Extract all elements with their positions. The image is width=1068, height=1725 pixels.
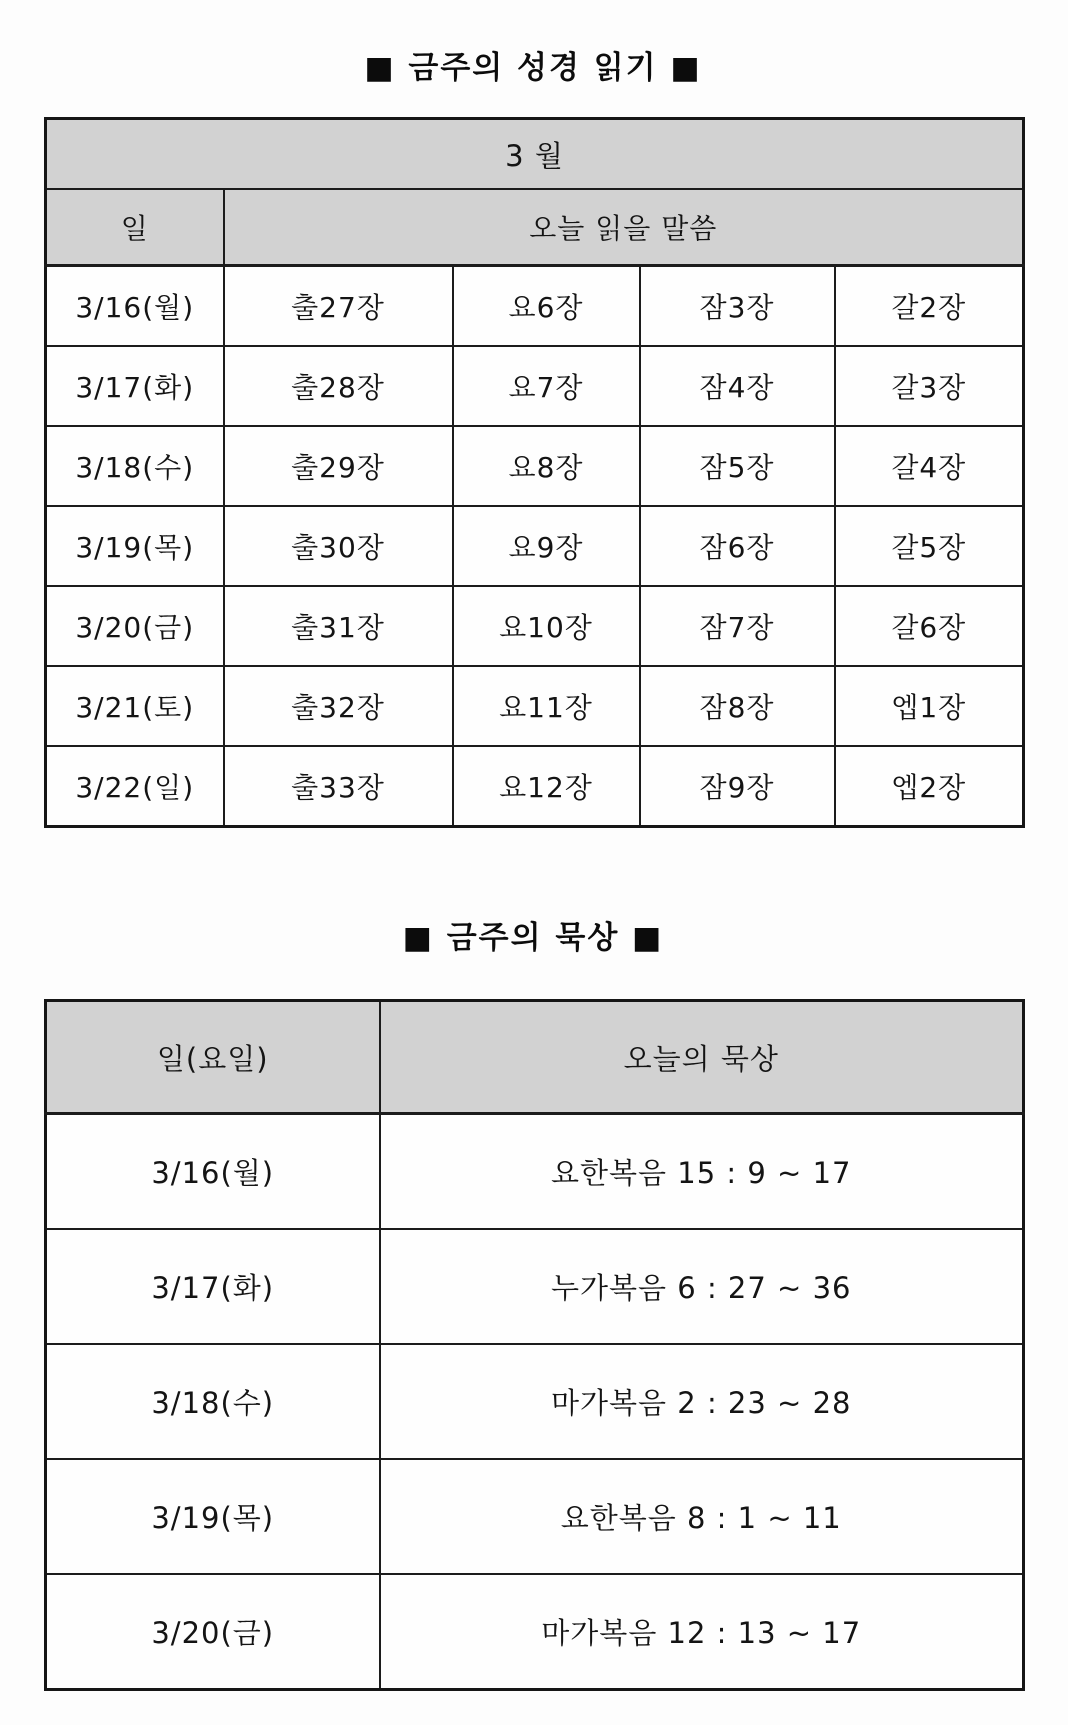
readings-column-header: 오늘 읽을 말씀 bbox=[224, 189, 1024, 266]
reading-cell: 갈6장 bbox=[835, 586, 1024, 666]
column-header-row bbox=[46, 1001, 1024, 1114]
meditation-cell: 요한복음 15 : 9 ~ 17 bbox=[380, 1114, 1024, 1230]
reading-cell: 잠8장 bbox=[640, 666, 835, 746]
table-row bbox=[46, 1344, 1024, 1459]
reading-cell: 갈2장 bbox=[835, 266, 1024, 347]
bible-reading-table bbox=[44, 117, 1025, 828]
reading-cell: 갈3장 bbox=[835, 346, 1024, 426]
day-cell: 3/19(목) bbox=[46, 506, 224, 586]
reading-cell: 출29장 bbox=[224, 426, 453, 506]
reading-cell: 잠5장 bbox=[640, 426, 835, 506]
reading-cell: 잠6장 bbox=[640, 506, 835, 586]
day-column-header: 일(요일) bbox=[46, 1001, 380, 1114]
table-row bbox=[46, 346, 1024, 426]
meditation-cell: 마가복음 12 : 13 ~ 17 bbox=[380, 1574, 1024, 1690]
reading-cell: 요9장 bbox=[453, 506, 640, 586]
day-column-header: 일 bbox=[46, 189, 224, 266]
reading-cell: 엡1장 bbox=[835, 666, 1024, 746]
day-cell: 3/17(화) bbox=[46, 346, 224, 426]
day-cell: 3/20(금) bbox=[46, 1574, 380, 1690]
table-row bbox=[46, 666, 1024, 746]
reading-cell: 출30장 bbox=[224, 506, 453, 586]
reading-cell: 출31장 bbox=[224, 586, 453, 666]
day-cell: 3/19(목) bbox=[46, 1459, 380, 1574]
day-cell: 3/18(수) bbox=[46, 426, 224, 506]
table-row bbox=[46, 1459, 1024, 1574]
reading-cell: 요12장 bbox=[453, 746, 640, 827]
reading-cell: 갈5장 bbox=[835, 506, 1024, 586]
table-row bbox=[46, 586, 1024, 666]
meditation-table bbox=[44, 999, 1025, 1691]
reading-cell: 출28장 bbox=[224, 346, 453, 426]
table-row bbox=[46, 1114, 1024, 1230]
meditation-cell: 요한복음 8 : 1 ~ 11 bbox=[380, 1459, 1024, 1574]
table-row bbox=[46, 746, 1024, 827]
reading-cell: 잠7장 bbox=[640, 586, 835, 666]
month-header-cell: 3 월 bbox=[46, 119, 1024, 190]
reading-cell: 잠3장 bbox=[640, 266, 835, 347]
reading-cell: 출32장 bbox=[224, 666, 453, 746]
reading-cell: 요10장 bbox=[453, 586, 640, 666]
weekly-bible-reading-title: ■ 금주의 성경 읽기 ■ bbox=[364, 50, 702, 86]
table-row bbox=[46, 1574, 1024, 1690]
table-row bbox=[46, 426, 1024, 506]
day-cell: 3/22(일) bbox=[46, 746, 224, 827]
reading-cell: 요8장 bbox=[453, 426, 640, 506]
day-cell: 3/21(토) bbox=[46, 666, 224, 746]
day-cell: 3/16(월) bbox=[46, 266, 224, 347]
day-cell: 3/20(금) bbox=[46, 586, 224, 666]
reading-cell: 출27장 bbox=[224, 266, 453, 347]
meditation-column-header: 오늘의 묵상 bbox=[380, 1001, 1024, 1114]
meditation-cell: 누가복음 6 : 27 ~ 36 bbox=[380, 1229, 1024, 1344]
month-header-row bbox=[46, 119, 1024, 190]
reading-cell: 잠9장 bbox=[640, 746, 835, 827]
reading-cell: 요6장 bbox=[453, 266, 640, 347]
table-row bbox=[46, 266, 1024, 347]
reading-cell: 잠4장 bbox=[640, 346, 835, 426]
day-cell: 3/16(월) bbox=[46, 1114, 380, 1230]
day-cell: 3/18(수) bbox=[46, 1344, 380, 1459]
table-row bbox=[46, 506, 1024, 586]
reading-cell: 갈4장 bbox=[835, 426, 1024, 506]
reading-cell: 요7장 bbox=[453, 346, 640, 426]
meditation-cell: 마가복음 2 : 23 ~ 28 bbox=[380, 1344, 1024, 1459]
reading-cell: 요11장 bbox=[453, 666, 640, 746]
day-cell: 3/17(화) bbox=[46, 1229, 380, 1344]
reading-cell: 엡2장 bbox=[835, 746, 1024, 827]
table-row bbox=[46, 1229, 1024, 1344]
weekly-meditation-title: ■ 금주의 묵상 ■ bbox=[402, 920, 664, 956]
column-header-row bbox=[46, 189, 1024, 266]
reading-cell: 출33장 bbox=[224, 746, 453, 827]
